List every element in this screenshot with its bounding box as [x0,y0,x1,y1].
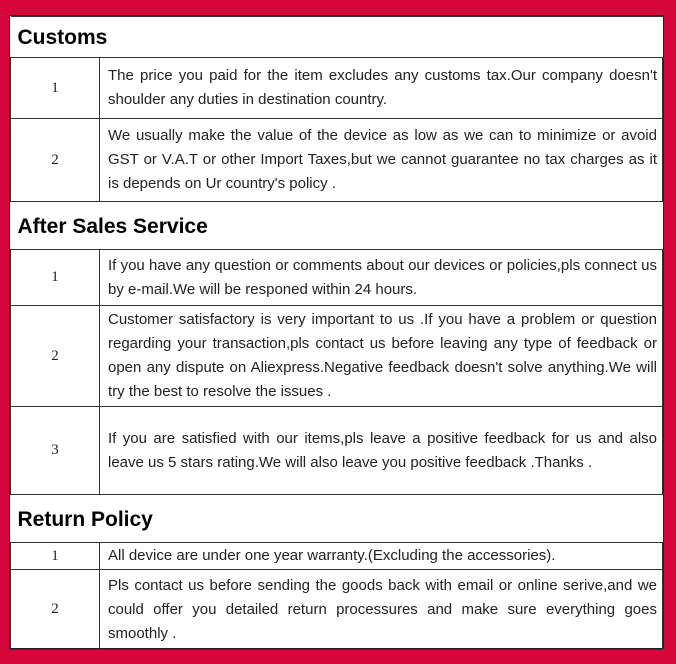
row-text: The price you paid for the item excludes any customs tax.Our company doesn't shoulder any duties in destination country. [100,58,663,119]
section-heading-row [11,202,663,250]
table-row [11,306,663,407]
after-sales-heading: After Sales Service [11,202,663,250]
return-policy-heading: Return Policy [11,495,663,543]
row-text: We usually make the value of the device as low as we can to minimize or avoid GST or V.A.T or other Import Taxes,but we cannot guarantee no tax charges as it is depends on Ur country's policy . [100,119,663,202]
row-text: Customer satisfactory is very important to us .If you have a problem or question regarding your transaction,pls contact us before leaving any type of feedback or open any dispute on Aliexpress.Negative feedback doesn't solve anything.We will try the best to resolve the issues . [100,306,663,407]
row-number: 1 [11,543,100,570]
row-text: All device are under one year warranty.(Excluding the accessories). [100,543,663,570]
row-number: 2 [11,306,100,407]
table-row [11,58,663,119]
row-number: 1 [11,250,100,306]
table-row [11,119,663,202]
row-text: If you are satisfied with our items,pls leave a positive feedback for us and also leave us 5 stars rating.We will also leave you positive feedback .Thanks . [100,407,663,495]
section-heading-row [11,17,663,58]
row-text: Pls contact us before sending the goods back with email or online serive,and we could offer you detailed return processures and make sure everything goes smoothly . [100,570,663,650]
policy-sheet [9,15,664,649]
row-number: 2 [11,570,100,650]
table-row [11,543,663,570]
row-number: 1 [11,58,100,119]
table-row [11,407,663,495]
table-row [11,250,663,306]
row-number: 3 [11,407,100,495]
table-row [11,570,663,650]
row-text: If you have any question or comments about our devices or policies,pls connect us by e-mail.We will be responed within 24 hours. [100,250,663,306]
customs-heading: Customs [11,17,663,58]
section-heading-row [11,495,663,543]
policy-table [10,16,663,650]
row-number: 2 [11,119,100,202]
